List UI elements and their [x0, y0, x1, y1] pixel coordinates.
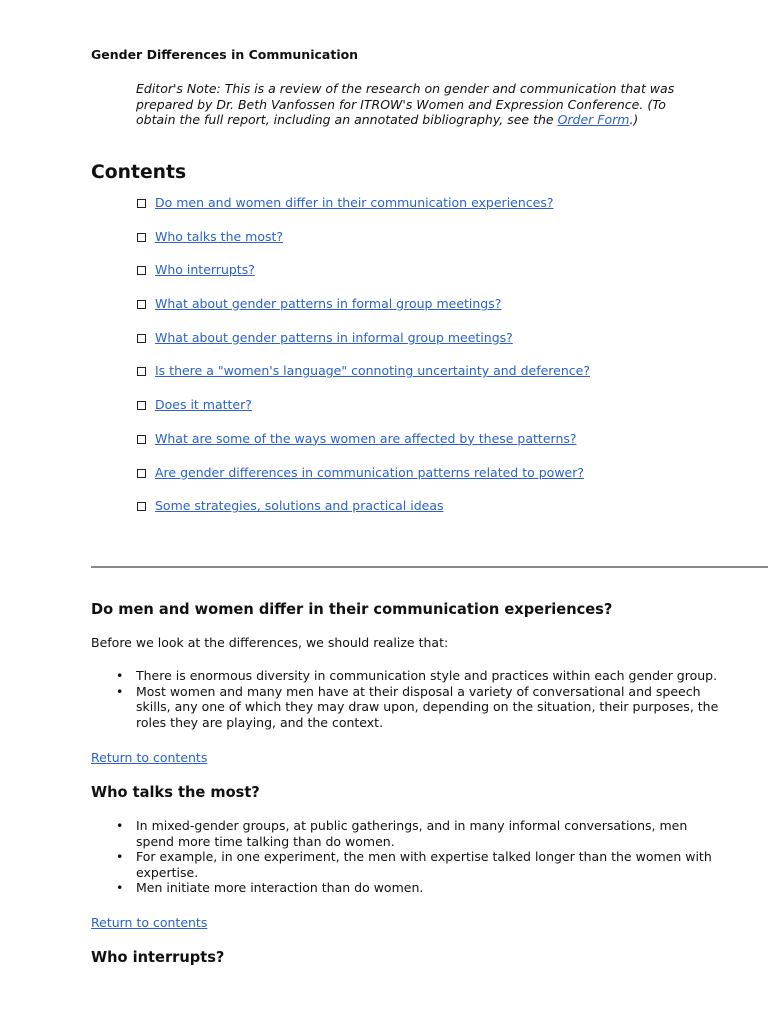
checkbox-icon: [137, 435, 146, 444]
toc-item: [137, 330, 590, 364]
list-item: [113, 818, 723, 849]
horizontal-divider: [91, 566, 768, 568]
list-item-text: Men initiate more interaction than do women.: [136, 880, 424, 896]
toc-item: [137, 262, 590, 296]
checkbox-icon: [137, 199, 146, 208]
list-item: [113, 684, 723, 731]
editor-note: [136, 81, 676, 128]
toc-link-affected[interactable]: What are some of the ways women are affected by these patterns?: [155, 430, 577, 446]
return-to-contents-link[interactable]: Return to contents: [91, 750, 208, 765]
return-to-contents-link[interactable]: Return to contents: [91, 915, 208, 930]
editor-note-end: .): [629, 112, 639, 128]
checkbox-icon: [137, 367, 146, 376]
toc-link-power[interactable]: Are gender differences in communication patterns related to power?: [155, 464, 585, 480]
table-of-contents: [137, 195, 590, 532]
contents-heading: Contents: [91, 162, 187, 183]
toc-link-matter[interactable]: Does it matter?: [155, 397, 252, 413]
list-item: [113, 849, 723, 880]
toc-link-differ[interactable]: Do men and women differ in their communication experiences?: [155, 195, 554, 210]
list-item-text: There is enormous diversity in communication style and practices within each gender group.: [136, 668, 718, 683]
checkbox-icon: [137, 266, 146, 275]
toc-link-formal[interactable]: What about gender patterns in formal group meetings?: [155, 296, 502, 312]
toc-item: [137, 431, 590, 465]
checkbox-icon: [137, 334, 146, 343]
section-intro: Before we look at the differences, we should realize that:: [91, 635, 449, 650]
toc-link-language[interactable]: Is there a "women's language" connoting uncertainty and deference?: [155, 363, 590, 379]
section-heading-talks: Who talks the most?: [91, 784, 260, 801]
section-heading-interrupts: Who interrupts?: [91, 949, 225, 966]
toc-item: [137, 465, 590, 499]
bullet-icon: •: [116, 849, 124, 865]
toc-item: [137, 195, 590, 229]
list-item: [113, 880, 723, 896]
checkbox-icon: [137, 233, 146, 242]
order-form-link[interactable]: Order Form: [557, 112, 630, 128]
bullet-icon: •: [116, 880, 124, 896]
page-title: Gender Differences in Communication: [91, 47, 359, 62]
toc-item: [137, 363, 590, 397]
toc-link-interrupts[interactable]: Who interrupts?: [155, 262, 255, 278]
toc-item: [137, 397, 590, 431]
toc-item: [137, 229, 590, 263]
list-item-text: In mixed-gender groups, at public gatherings, and in many informal conversations, men spend more time talking than do women.: [136, 818, 688, 849]
toc-item: [137, 296, 590, 330]
checkbox-icon: [137, 300, 146, 309]
list-item-text: For example, in one experiment, the men with expertise talked longer than the women with expertise.: [136, 849, 712, 880]
editor-note-text: Editor's Note: This is a review of the research on gender and communication that was prepared by Dr. Beth Vanfossen for ITROW's Women and Expression Conference. (To obtain the full report, including an annotated bibliography, see the: [136, 81, 675, 128]
checkbox-icon: [137, 401, 146, 410]
list-item-text: Most women and many men have at their disposal a variety of conversational and speech skills, any one of which they may draw upon, depending on the situation, their purposes, the roles they are playing, and the context.: [136, 683, 719, 730]
toc-link-talks[interactable]: Who talks the most?: [155, 228, 284, 244]
bullet-list-talks: [113, 818, 723, 896]
toc-link-informal[interactable]: What about gender patterns in informal group meetings?: [155, 329, 513, 345]
toc-item: [137, 498, 590, 532]
section-heading-differ: Do men and women differ in their communication experiences?: [91, 601, 613, 618]
bullet-icon: •: [116, 668, 124, 683]
checkbox-icon: [137, 469, 146, 478]
bullet-icon: •: [116, 683, 124, 699]
checkbox-icon: [137, 502, 146, 511]
list-item: [113, 668, 723, 684]
bullet-list-differ: [113, 668, 723, 730]
toc-link-strategies[interactable]: Some strategies, solutions and practical ideas: [155, 498, 444, 514]
bullet-icon: •: [116, 818, 124, 833]
